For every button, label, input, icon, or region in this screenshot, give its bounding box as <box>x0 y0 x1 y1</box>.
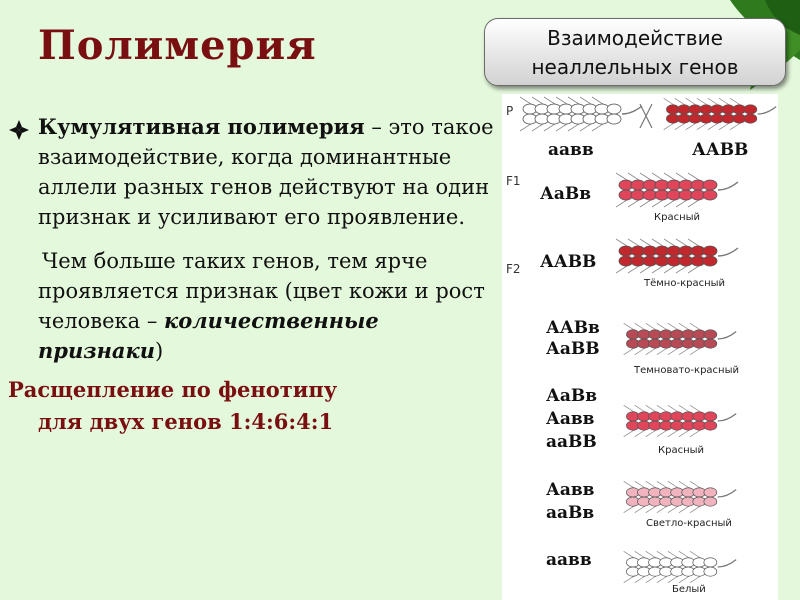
wheat-ear-darkish-red <box>620 322 738 356</box>
diamond-bullet-icon <box>8 119 30 141</box>
generation-p-label: P <box>506 104 514 118</box>
topic-badge <box>484 18 786 86</box>
wheat-ear-light-red <box>620 480 738 514</box>
cross-icon <box>638 102 654 130</box>
wheat-cross-diagram <box>502 94 778 600</box>
generation-f1-label: F1 <box>506 174 521 188</box>
f1-phenotype-caption: Красный <box>654 212 701 223</box>
explanation-closing: ) <box>155 339 164 363</box>
f2-phenotype-caption-2: Темновато-красный <box>634 365 739 376</box>
f2-genotype-3a: АаВв <box>546 386 598 406</box>
f2-genotype-4b: ааВв <box>546 503 595 523</box>
wheat-ear-f1 <box>612 172 740 208</box>
f2-phenotype-caption-4: Светло-красный <box>646 518 732 529</box>
ratio-line-1: Расщепление по фенотипу <box>8 377 338 402</box>
badge-line-2: неаллельных генов <box>531 55 739 79</box>
f2-genotype-3c: ааВВ <box>546 432 597 452</box>
wheat-ear-dark-red <box>612 238 740 274</box>
segregation-ratio <box>8 374 500 438</box>
ratio-line-2: для двух генов 1:4:6:4:1 <box>38 409 334 434</box>
quantitative-traits: количественные признаки <box>38 308 379 363</box>
f2-genotype-5: аавв <box>546 550 592 570</box>
definition-paragraph <box>8 112 500 232</box>
f1-genotype: АаВв <box>540 184 592 204</box>
wheat-ear-white <box>620 550 738 584</box>
f2-genotype-3b: Аавв <box>546 409 595 429</box>
wheat-ear-parent-1 <box>516 96 644 132</box>
parent-1-genotype: аавв <box>548 140 594 160</box>
f2-genotype-1: ААВВ <box>540 252 597 272</box>
wheat-ear-parent-2 <box>660 96 778 132</box>
f2-phenotype-caption-3: Красный <box>658 445 705 456</box>
definition-text <box>8 112 500 438</box>
f2-phenotype-caption-5: Белый <box>672 584 706 595</box>
term-cumulative-polymery: Кумулятивная полимерия <box>38 114 365 139</box>
parent-2-genotype: ААВВ <box>692 140 749 160</box>
generation-f2-label: F2 <box>506 262 521 276</box>
f2-phenotype-caption-1: Тёмно-красный <box>644 278 726 289</box>
explanation-text: Чем больше таких генов, тем ярче проявляется признак (цвет кожи и рост человека – <box>38 249 485 333</box>
f2-genotype-2a: ААВв <box>546 318 600 338</box>
badge-line-1: Взаимодействие <box>547 26 723 50</box>
explanation-paragraph <box>38 246 500 366</box>
f2-genotype-2b: АаВВ <box>546 339 600 359</box>
wheat-ear-red <box>620 404 738 438</box>
page-title: Полимерия <box>38 22 317 69</box>
definition-body: – это такое взаимодействие, когда доминантные аллели разных генов действуют на один признак и усиливают его проявление. <box>38 115 494 229</box>
f2-genotype-4a: Аавв <box>546 480 595 500</box>
